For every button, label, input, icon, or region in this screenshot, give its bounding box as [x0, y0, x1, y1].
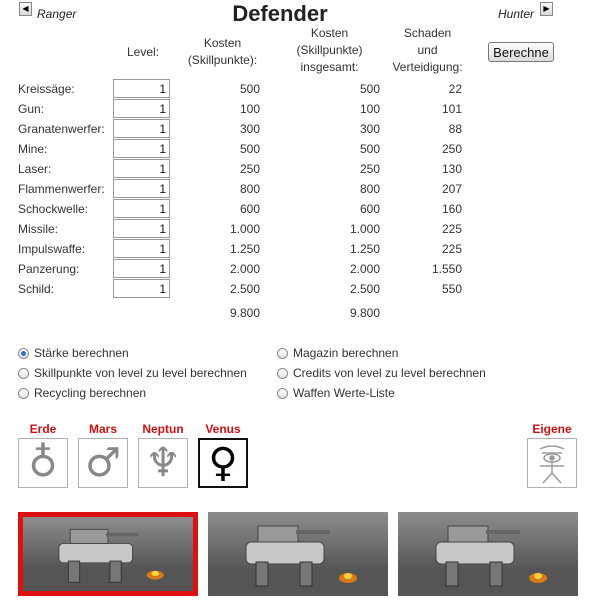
robot-picture-icon [398, 512, 578, 596]
radio-button-icon[interactable] [18, 368, 29, 379]
kosten-cell: 100 [239, 102, 260, 116]
row-label: Gun: [18, 102, 45, 116]
gesamt-cell: 800 [359, 182, 380, 196]
schaden-cell: 550 [441, 282, 462, 296]
radio-button-icon[interactable] [277, 368, 288, 379]
planet-icon-box[interactable] [198, 438, 248, 488]
row-label: Missile: [18, 222, 59, 236]
option-magazin[interactable] [277, 346, 398, 360]
planet-label: Venus [205, 422, 241, 436]
planet-mars[interactable] [77, 422, 129, 488]
level-input[interactable] [113, 179, 170, 198]
table-row [0, 239, 600, 259]
schaden-header-line2: und [417, 43, 438, 57]
table-row [0, 159, 600, 179]
option-credits-level[interactable] [277, 366, 486, 380]
total-gesamt: 9.800 [349, 306, 380, 320]
schaden-header-line1: Schaden [403, 26, 452, 40]
gesamt-cell: 2.000 [349, 262, 380, 276]
schaden-cell: 225 [441, 242, 462, 256]
kosten-cell: 800 [239, 182, 260, 196]
radio-button-icon[interactable] [277, 348, 288, 359]
robot-picture-icon [23, 517, 193, 591]
gesamt-cell: 500 [359, 82, 380, 96]
next-unit-label[interactable]: Hunter [498, 7, 535, 21]
kosten-cell: 500 [239, 82, 260, 96]
radio-button-icon[interactable] [277, 388, 288, 399]
radio-button-icon[interactable] [18, 348, 29, 359]
calculate-button[interactable]: Berechne [488, 42, 554, 62]
schaden-cell: 1.550 [431, 262, 462, 276]
option-waffen-liste[interactable] [277, 386, 395, 400]
option-label: Skillpunkte von level zu level berechnen [34, 366, 247, 380]
level-input[interactable] [113, 79, 170, 98]
schaden-cell: 225 [441, 222, 462, 236]
table-row [0, 99, 600, 119]
table-row [0, 219, 600, 239]
row-label: Schockwelle: [18, 202, 89, 216]
option-recycling[interactable] [18, 386, 146, 400]
schaden-cell: 88 [448, 122, 462, 136]
planet-venus[interactable] [197, 422, 249, 488]
row-label: Schild: [18, 282, 55, 296]
table-row [0, 139, 600, 159]
level-input[interactable] [113, 199, 170, 218]
gesamt-header-line2: (Skillpunkte) [296, 43, 363, 57]
schaden-cell: 22 [448, 82, 462, 96]
neptune-symbol-icon: ♆ [145, 440, 181, 486]
option-label: Recycling berechnen [34, 386, 147, 400]
option-label: Credits von level zu level berechnen [293, 366, 486, 380]
row-label: Flammenwerfer: [18, 182, 105, 196]
option-label: Stärke berechnen [34, 346, 129, 360]
level-input[interactable] [113, 239, 170, 258]
table-row [0, 179, 600, 199]
schaden-cell: 160 [441, 202, 462, 216]
planet-neptun[interactable] [137, 422, 189, 488]
gesamt-cell: 300 [359, 122, 380, 136]
planet-label: Neptun [142, 422, 184, 436]
planet-icon-box[interactable] [78, 438, 128, 488]
gesamt-cell: 1.000 [349, 222, 380, 236]
planet-erde[interactable] [17, 422, 69, 488]
custom-figure-icon [530, 441, 574, 485]
level-header-text: Level: [126, 45, 160, 59]
row-label: Kreissäge: [18, 82, 75, 96]
radio-button-icon[interactable] [18, 388, 29, 399]
planet-label: Mars [88, 422, 117, 436]
page-title: Defender [232, 1, 328, 26]
level-input[interactable] [113, 159, 170, 178]
gesamt-cell: 500 [359, 142, 380, 156]
schaden-cell: 101 [441, 102, 462, 116]
planet-icon-box[interactable] [18, 438, 68, 488]
kosten-cell: 1.250 [229, 242, 260, 256]
kosten-column-header [175, 35, 270, 69]
kosten-header-line2: (Skillpunkte): [187, 53, 258, 67]
level-column-header [118, 44, 168, 61]
kosten-cell: 300 [239, 122, 260, 136]
table-row [0, 79, 600, 99]
kosten-cell: 600 [239, 202, 260, 216]
schaden-header-line3: Verteidigung: [392, 60, 463, 74]
level-input[interactable] [113, 99, 170, 118]
gesamt-cell: 100 [359, 102, 380, 116]
kosten-cell: 250 [239, 162, 260, 176]
planet-eigene[interactable] [526, 422, 578, 488]
level-input[interactable] [113, 219, 170, 238]
kosten-cell: 1.000 [229, 222, 260, 236]
mars-symbol-icon: ♂ [85, 440, 121, 486]
level-input[interactable] [113, 259, 170, 278]
row-label: Laser: [18, 162, 52, 176]
robot-image-3[interactable] [398, 512, 578, 596]
schaden-cell: 207 [441, 182, 462, 196]
kosten-cell: 2.000 [229, 262, 260, 276]
schaden-cell: 130 [441, 162, 462, 176]
row-label: Granatenwerfer: [18, 122, 105, 136]
option-staerke[interactable] [18, 346, 129, 360]
schaden-cell: 250 [441, 142, 462, 156]
option-label: Waffen Werte-Liste [293, 386, 395, 400]
option-label: Magazin berechnen [293, 346, 399, 360]
total-kosten: 9.800 [229, 306, 260, 320]
table-row [0, 259, 600, 279]
gesamt-cell: 2.500 [349, 282, 380, 296]
schaden-column-header [380, 25, 475, 76]
next-unit-button[interactable]: ▶ [540, 2, 553, 16]
kosten-cell: 500 [239, 142, 260, 156]
level-input[interactable] [113, 139, 170, 158]
planet-label: Eigene [532, 422, 572, 436]
row-label: Impulswaffe: [18, 242, 86, 256]
option-skillpunkte-level[interactable] [18, 366, 247, 380]
level-input[interactable] [113, 119, 170, 138]
table-row [0, 119, 600, 139]
table-row [0, 199, 600, 219]
table-row [0, 279, 600, 299]
row-label: Mine: [18, 142, 48, 156]
gesamt-cell: 600 [359, 202, 380, 216]
planet-icon-box[interactable] [527, 438, 577, 488]
gesamt-header-line1: Kosten [310, 26, 349, 40]
prev-unit-label[interactable]: Ranger [37, 7, 77, 21]
planet-icon-box[interactable] [138, 438, 188, 488]
planet-label: Erde [29, 422, 57, 436]
robot-picture-icon [208, 512, 388, 596]
robot-image-1[interactable] [18, 512, 198, 596]
robot-image-2[interactable] [208, 512, 388, 596]
row-label: Panzerung: [18, 262, 80, 276]
earth-symbol-icon: ♁ [28, 440, 58, 486]
gesamt-cell: 250 [359, 162, 380, 176]
gesamt-column-header [282, 25, 377, 76]
level-input[interactable] [113, 279, 170, 298]
gesamt-cell: 1.250 [349, 242, 380, 256]
kosten-cell: 2.500 [229, 282, 260, 296]
gesamt-header-line3: insgesamt: [300, 60, 359, 74]
kosten-header-line1: Kosten [203, 36, 242, 50]
prev-unit-button[interactable]: ◀ [19, 2, 32, 16]
venus-symbol-icon: ♀ [208, 440, 238, 486]
